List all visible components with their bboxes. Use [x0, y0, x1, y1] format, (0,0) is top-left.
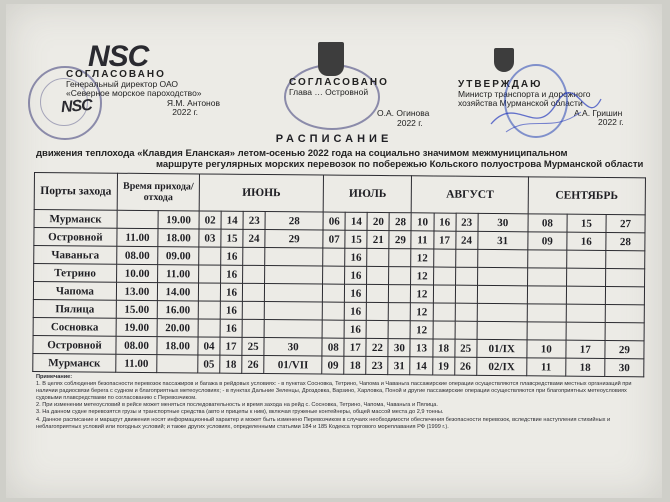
day-cell-jul: [366, 320, 388, 338]
day-cell-aug: 26: [454, 357, 476, 375]
day-cell-jun: [242, 319, 264, 337]
day-cell-aug: [455, 303, 477, 321]
day-cell-sep: [566, 304, 605, 322]
schedule-subtitle-2: маршруте регулярных морских перевозок по побережью Кольского полуострова Мурманской области: [156, 159, 644, 170]
day-cell-sep: 10: [527, 340, 566, 358]
day-cell-jul: [389, 285, 411, 303]
day-cell-aug: 31: [477, 231, 527, 249]
day-cell-sep: [527, 304, 566, 322]
left-approval-heading: СОГЛАСОВАНО: [66, 69, 166, 80]
arrival-time: 08.00: [117, 246, 158, 264]
day-cell-jun: 02: [199, 211, 221, 229]
departure-time: 09.00: [158, 247, 199, 265]
day-cell-sep: 30: [605, 358, 644, 376]
day-cell-aug: [433, 303, 455, 321]
day-cell-aug: 11: [411, 231, 433, 249]
right-approval-heading: УТВЕРЖДАЮ: [458, 79, 543, 90]
departure-time: 11.00: [158, 265, 199, 283]
day-cell-sep: 27: [606, 214, 645, 232]
day-cell-jul: 30: [388, 339, 410, 357]
day-cell-sep: [605, 286, 644, 304]
day-cell-aug: [477, 321, 527, 339]
day-cell-jun: 16: [221, 247, 243, 265]
day-cell-jul: 14: [345, 212, 367, 230]
note-item-2: 2. При изменении метеоусловий в рейсе может меняться последовательность и время захода на рейд с. Сосновка, Тетрино, Чапома, Чаваньга и Пялица.: [36, 402, 438, 409]
day-cell-jun: 01/VII: [264, 356, 322, 375]
day-cell-jul: [323, 284, 345, 302]
day-cell-jul: [323, 248, 345, 266]
day-cell-sep: [606, 250, 645, 268]
port-name: Островной: [34, 228, 117, 247]
arrival-time: 15.00: [116, 300, 157, 318]
day-cell-jun: 15: [221, 229, 243, 247]
day-cell-aug: [433, 321, 455, 339]
schedule-table: [32, 172, 646, 377]
day-cell-jun: [198, 301, 220, 319]
day-cell-sep: 17: [566, 340, 605, 358]
day-cell-sep: [605, 322, 644, 340]
arrival-time: 08.00: [116, 336, 157, 354]
day-cell-sep: [566, 268, 605, 286]
day-cell-jun: [265, 284, 323, 303]
day-cell-jul: [367, 284, 389, 302]
left-approval-signatory: Я.М. Антонов: [166, 97, 220, 108]
day-cell-jun: [243, 247, 265, 265]
day-cell-jul: 15: [345, 230, 367, 248]
day-cell-aug: [455, 321, 477, 339]
day-cell-jun: [243, 283, 265, 301]
schedule-subtitle-1: движения теплохода «Клавдия Еланская» летом-осенью 2022 года на социально значимом межмуниципальном: [36, 148, 568, 159]
day-cell-sep: [527, 250, 566, 268]
day-cell-sep: [605, 268, 644, 286]
header-ports: Порты захода: [34, 173, 117, 211]
day-cell-jul: [367, 266, 389, 284]
day-cell-sep: [527, 322, 566, 340]
departure-time: 19.00: [158, 211, 199, 229]
day-cell-jun: 14: [221, 211, 243, 229]
day-cell-aug: 01/IX: [477, 339, 527, 357]
day-cell-jun: 23: [243, 211, 265, 229]
day-cell-jul: 06: [323, 212, 345, 230]
arrival-time: 10.00: [117, 264, 158, 282]
table-header-row: [34, 173, 645, 215]
day-cell-jul: [322, 302, 344, 320]
nsc-logo-small: NSC: [60, 96, 93, 117]
day-cell-aug: 10: [411, 213, 433, 231]
day-cell-jul: 29: [389, 231, 411, 249]
day-cell-aug: [433, 267, 455, 285]
day-cell-jun: 18: [220, 355, 242, 373]
day-cell-jul: [389, 249, 411, 267]
center-approval-signatory: О.А. Огинова: [377, 108, 430, 118]
arrival-time: 11.00: [116, 354, 157, 372]
day-cell-aug: [455, 267, 477, 285]
day-cell-aug: 23: [456, 213, 478, 231]
day-cell-jun: [199, 247, 221, 265]
arrival-time: 19.00: [116, 318, 157, 336]
day-cell-aug: [477, 249, 527, 267]
day-cell-aug: 30: [478, 213, 528, 231]
port-name: Пялица: [33, 299, 116, 318]
departure-time: 16.00: [157, 301, 198, 319]
day-cell-jul: 23: [366, 356, 388, 374]
day-cell-jun: 05: [198, 355, 220, 373]
day-cell-sep: [566, 286, 605, 304]
day-cell-jun: 03: [199, 229, 221, 247]
day-cell-jul: 28: [389, 213, 411, 231]
right-approval-line1: Министр транспорта и дорожного: [458, 88, 591, 99]
day-cell-sep: [527, 268, 566, 286]
day-cell-sep: [566, 322, 605, 340]
day-cell-jul: 09: [322, 356, 344, 374]
departure-time: 14.00: [157, 283, 198, 301]
day-cell-sep: 11: [527, 358, 566, 376]
document-sheet: [6, 4, 662, 498]
day-cell-aug: [455, 285, 477, 303]
day-cell-jun: [264, 302, 322, 321]
port-name: Сосновка: [33, 317, 116, 336]
arrival-time: 11.00: [117, 228, 158, 246]
departure-time: 18.00: [157, 337, 198, 355]
day-cell-aug: [477, 285, 527, 303]
day-cell-aug: 12: [411, 249, 433, 267]
center-approval-line1: Глава … Островной: [289, 86, 369, 97]
day-cell-jun: [243, 265, 265, 283]
port-name: Тетрино: [34, 264, 117, 283]
day-cell-jul: 16: [344, 320, 366, 338]
day-cell-jun: 29: [265, 230, 323, 249]
day-cell-jul: 08: [322, 338, 344, 356]
day-cell-sep: [567, 250, 606, 268]
left-approval-line2: «Северное морское пароходство»: [66, 88, 202, 98]
day-cell-aug: 12: [411, 285, 433, 303]
day-cell-jul: 20: [367, 212, 389, 230]
departure-time: 18.00: [158, 229, 199, 247]
day-cell-aug: 18: [432, 339, 454, 357]
day-cell-sep: 16: [567, 232, 606, 250]
day-cell-aug: 13: [410, 339, 432, 357]
nsc-logo: NSC: [88, 40, 149, 73]
schedule-title: РАСПИСАНИЕ: [275, 133, 393, 145]
day-cell-jun: 16: [220, 301, 242, 319]
day-cell-jun: [265, 266, 323, 285]
day-cell-sep: 08: [528, 214, 567, 232]
day-cell-sep: 15: [567, 214, 606, 232]
arrival-time: 13.00: [116, 282, 157, 300]
port-name: Островной: [33, 335, 116, 354]
day-cell-sep: 18: [566, 358, 605, 376]
day-cell-jul: 07: [323, 230, 345, 248]
day-cell-jun: [242, 301, 264, 319]
arrival-time: [117, 210, 158, 228]
day-cell-jul: [367, 302, 389, 320]
day-cell-jul: [388, 321, 410, 339]
day-cell-jul: 21: [367, 230, 389, 248]
port-name: Чаваньга: [34, 246, 117, 265]
day-cell-jul: 31: [388, 357, 410, 375]
day-cell-jul: 16: [344, 302, 366, 320]
day-cell-aug: 12: [411, 303, 433, 321]
coat-of-arms-center: [318, 42, 344, 76]
day-cell-jul: [322, 320, 344, 338]
day-cell-jun: 17: [220, 337, 242, 355]
day-cell-aug: 12: [411, 267, 433, 285]
right-approval-line2: хозяйства Мурманской области: [458, 98, 583, 108]
day-cell-jul: [389, 303, 411, 321]
day-cell-jun: [264, 320, 322, 339]
day-cell-jun: 16: [220, 283, 242, 301]
day-cell-jul: 16: [345, 266, 367, 284]
day-cell-aug: [477, 267, 527, 285]
header-month-august: АВГУСТ: [412, 176, 529, 214]
day-cell-jun: 16: [220, 319, 242, 337]
center-approval-year: 2022 г.: [397, 117, 423, 128]
note-item-3: 3. На данном судне перевозятся грузы и транспортные средства (авто и прицепы к ним), включая груженые контейнеры, общей массой места до 2,9 тонны.: [36, 409, 444, 416]
day-cell-sep: [527, 286, 566, 304]
left-approval-year: 2022 г.: [172, 107, 198, 117]
day-cell-jun: 26: [242, 355, 264, 373]
right-approval-signatory: А.А. Гришин: [574, 107, 623, 118]
left-approval-line1: Генеральный директор ОАО: [66, 78, 179, 89]
day-cell-aug: 19: [432, 357, 454, 375]
note-item-1: 1. В целях соблюдения безопасности перевозок пассажиров и багажа в рейдовых условиях: - в пунктах Сосновка, Тетрино, Чапома и Чаваньга пассажирские операции осуществляются плавсредствами местных организаций при наличии радиосвязи берега с судном и благоприятных метеоусловиях; - в пунктах Дальние Зеленцы, Дроздовка, Варзино, Харловка, Поной и другие пассажирские операции осуществляются при благоприятных метеоусловиях судовыми плавсредствами по согласованию с Перевозчиком.: [36, 381, 632, 402]
day-cell-jun: 16: [221, 265, 243, 283]
day-cell-aug: 16: [434, 213, 456, 231]
day-cell-aug: 17: [433, 231, 455, 249]
day-cell-aug: [433, 285, 455, 303]
day-cell-aug: [477, 303, 527, 321]
day-cell-jun: 25: [242, 337, 264, 355]
day-cell-sep: [605, 304, 644, 322]
day-cell-sep: 28: [606, 232, 645, 250]
notes-block: [36, 374, 646, 431]
header-month-september: СЕНТЯБРЬ: [528, 177, 646, 215]
day-cell-jul: [323, 266, 345, 284]
port-name: Мурманск: [34, 210, 117, 229]
day-cell-jun: [199, 265, 221, 283]
day-cell-jul: 17: [344, 338, 366, 356]
day-cell-jun: [198, 283, 220, 301]
right-approval-year: 2022 г.: [598, 117, 624, 127]
port-name: Чапома: [33, 282, 116, 301]
notes-heading: Примечание:: [36, 374, 73, 380]
day-cell-aug: 14: [410, 357, 432, 375]
day-cell-jun: 04: [198, 337, 220, 355]
departure-time: 20.00: [157, 319, 198, 337]
day-cell-aug: 12: [411, 321, 433, 339]
day-cell-sep: 09: [528, 232, 567, 250]
day-cell-jun: [265, 248, 323, 267]
day-cell-jul: 18: [344, 356, 366, 374]
left-approval-block: [66, 70, 226, 118]
day-cell-jul: [389, 267, 411, 285]
departure-time: [157, 355, 198, 373]
day-cell-jun: 28: [265, 212, 323, 231]
day-cell-jul: 22: [366, 338, 388, 356]
center-approval-heading: СОГЛАСОВАНО: [289, 77, 389, 88]
day-cell-jun: [198, 319, 220, 337]
center-approval-block: [289, 78, 439, 128]
note-item-4: 4. Данное расписание и маршрут движения носят информационный характер и может быть изменено Перевозчиком в случаях необходимости обеспечения безопасности перевозок, вследствие наступления стихийных и неблагоприятных условий или погодных условий; и также других условиях, определенными статьями 184 и 185 Кодекса торгового мореплавания РФ (1999 г.).: [36, 416, 611, 430]
day-cell-jul: [367, 248, 389, 266]
day-cell-aug: [455, 249, 477, 267]
day-cell-jun: 30: [264, 338, 322, 357]
day-cell-aug: 25: [454, 339, 476, 357]
header-time: Время прихода/отхода: [117, 173, 199, 211]
day-cell-jul: 16: [345, 284, 367, 302]
coat-of-arms-right: [494, 48, 514, 72]
port-name: Мурманск: [33, 353, 116, 372]
day-cell-jul: 16: [345, 248, 367, 266]
day-cell-aug: 02/IX: [476, 357, 526, 375]
day-cell-sep: 29: [605, 340, 644, 358]
day-cell-jun: 24: [243, 229, 265, 247]
day-cell-aug: 24: [455, 231, 477, 249]
header-month-july: ИЮЛЬ: [323, 175, 412, 213]
header-month-june: ИЮНЬ: [199, 174, 324, 212]
day-cell-aug: [433, 249, 455, 267]
